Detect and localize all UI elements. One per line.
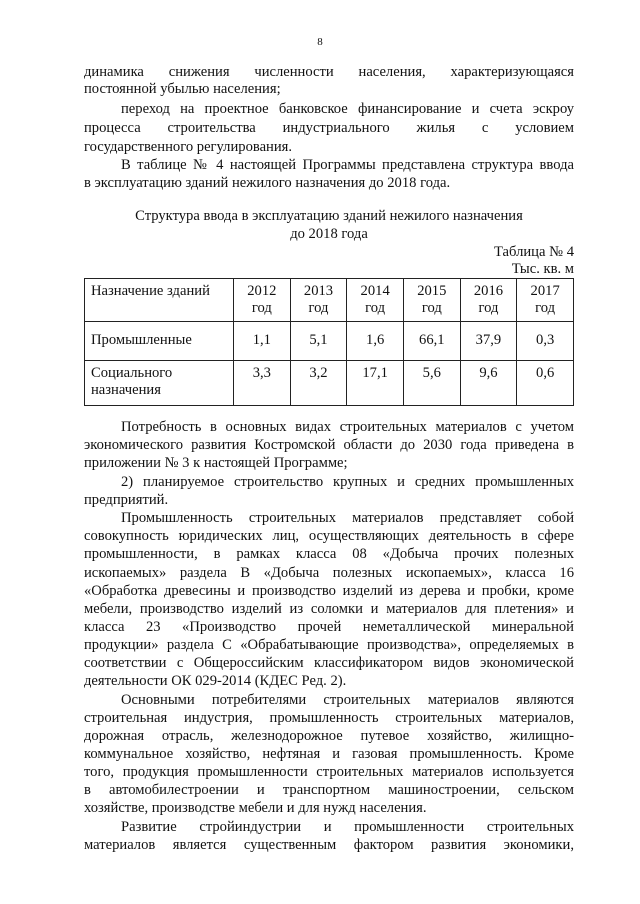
year-label: 2013: [303, 283, 334, 299]
paragraph-line: совокупность юридических лиц, осуществляющих деятельность в сфере: [84, 528, 574, 544]
table-cell: 0,6: [517, 361, 574, 406]
table-title: Структура ввода в эксплуатацию зданий нежилого назначения: [135, 208, 523, 224]
paragraph-line: класса 23 «Производство прочей неметаллической минеральной: [84, 619, 574, 635]
paragraph-line: соответствии с Общероссийским классификатором видов экономической: [84, 655, 574, 671]
paragraph-line: строительная индустрия, промышленность строительных материалов,: [84, 710, 574, 726]
table-cell: 1,6: [347, 322, 404, 361]
table-cell: 0,3: [517, 322, 574, 361]
table-header-cell: [234, 279, 291, 322]
year-label: 2014: [360, 283, 390, 299]
table-header-cell: [403, 279, 460, 322]
table-cell: 37,9: [460, 322, 517, 361]
table-title-year: до 2018 года: [290, 226, 368, 242]
paragraph-line: переход на проектное банковское финансирование и счета эскроу: [121, 101, 574, 117]
paragraph-line: материалов является существенным фактором развития экономики,: [84, 837, 574, 853]
table-cell-name: Социального назначения: [85, 361, 234, 406]
year-suffix: год: [535, 300, 556, 316]
paragraph-line: государственного регулирования.: [84, 139, 293, 155]
paragraph-line: в автомобилестроении и транспортном машиностроении, сельском: [84, 782, 574, 798]
table-cell: 66,1: [403, 322, 460, 361]
paragraph-line: предприятий.: [84, 492, 169, 508]
year-label: 2015: [417, 283, 447, 299]
page-number: 8: [317, 36, 323, 48]
paragraph-line: 2) планируемое строительство крупных и средних промышленных: [121, 474, 574, 490]
paragraph-line: того, продукция промышленности строительных материалов используется: [84, 764, 574, 780]
year-suffix: год: [478, 300, 499, 316]
table-header-row: [85, 279, 574, 322]
paragraph-line: В таблице № 4 настоящей Программы представлена структура ввода: [121, 157, 574, 173]
paragraph-line: приложении № 3 к настоящей Программе;: [84, 455, 348, 471]
table-header-cell: Назначение зданий: [85, 279, 234, 322]
year-label: 2012: [247, 283, 277, 299]
year-suffix: год: [308, 300, 329, 316]
paragraph-line: «Обработка древесины и производство изделий из дерева и пробки, кроме: [84, 583, 574, 599]
paragraph-line: продукции» раздела C «Обрабатывающие производства», определяемых в: [84, 637, 574, 653]
table-cell: 5,6: [403, 361, 460, 406]
table-cell: 17,1: [347, 361, 404, 406]
year-suffix: год: [421, 300, 442, 316]
paragraph-line: Промышленность строительных материалов представляет собой: [121, 510, 574, 526]
paragraph-line: дорожная отрасль, железнодорожное путевое хозяйство, жилищно-: [84, 728, 574, 744]
table-header-cell: [347, 279, 404, 322]
paragraph-line: процесса строительства индустриального жилья с условием: [84, 120, 574, 136]
table-units: Тыс. кв. м: [511, 261, 574, 277]
paragraph-line: промышленности, в рамках класса 08 «Добыча прочих полезных: [84, 546, 574, 562]
table-cell: 1,1: [234, 322, 291, 361]
table-header-cell: [517, 279, 574, 322]
paragraph-line: Развитие стройиндустрии и промышленности строительных: [121, 819, 574, 835]
paragraph-line: деятельности ОК 029-2014 (КДЕС Ред. 2).: [84, 673, 347, 689]
paragraph-line: Потребность в основных видах строительных материалов с учетом: [121, 419, 574, 435]
year-suffix: год: [251, 300, 272, 316]
year-label: 2016: [473, 283, 504, 299]
paragraph-line: постоянной убылью населения;: [84, 81, 281, 97]
year-suffix: год: [365, 300, 386, 316]
data-table: [84, 278, 574, 406]
table-cell: 3,3: [234, 361, 291, 406]
table-header-cell: [460, 279, 517, 322]
table-cell: 3,2: [290, 361, 347, 406]
paragraph-line: в эксплуатацию зданий нежилого назначения до 2018 года.: [84, 175, 451, 191]
paragraph-line: хозяйстве, производстве мебели и для нужд населения.: [84, 800, 427, 816]
table-cell: 5,1: [290, 322, 347, 361]
table-caption: Таблица № 4: [494, 244, 574, 260]
paragraph-line: коммунальное хозяйство, нефтяная и газовая промышленность. Кроме: [84, 746, 574, 762]
table-cell-name: Промышленные: [85, 322, 234, 361]
year-label: 2017: [530, 283, 560, 299]
table-header-cell: [290, 279, 347, 322]
table-row: [85, 361, 574, 406]
paragraph-line: ископаемых» раздела B «Добыча полезных ископаемых», класса 16: [84, 565, 574, 581]
paragraph-line: динамика снижения численности населения, характеризующаяся: [84, 64, 574, 80]
paragraph-line: Основными потребителями строительных материалов являются: [121, 692, 574, 708]
paragraph-line: мебели, производство изделий из соломки и материалов для плетения» и: [84, 601, 574, 617]
paragraph-line: экономического развития Костромской области до 2030 года приведена в: [84, 437, 574, 453]
table-row: [85, 322, 574, 361]
table-cell: 9,6: [460, 361, 517, 406]
